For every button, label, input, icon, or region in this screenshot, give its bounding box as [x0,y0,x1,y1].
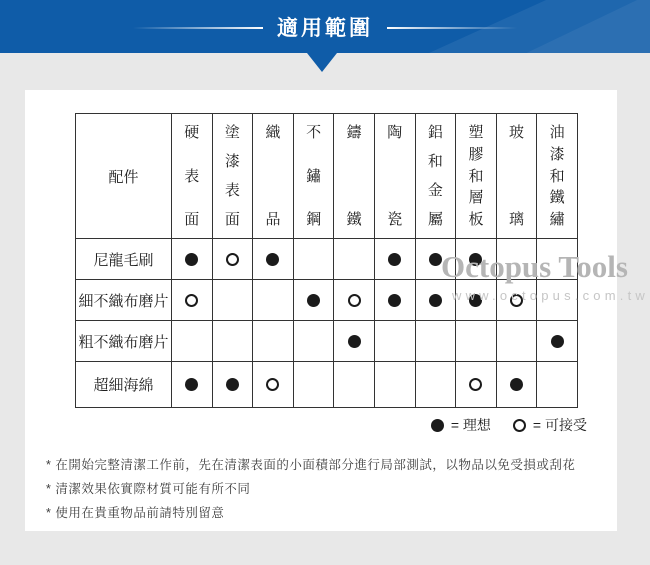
cell-ideal [253,239,294,280]
legend-label: = 理想 [450,417,491,433]
acceptable-dot [185,294,198,307]
cell-ideal [456,239,497,280]
title-right-line [387,27,517,29]
cell-empty [212,321,253,362]
cell-ideal [374,280,415,321]
header-char: 鐵 [346,211,362,228]
title-row [0,0,650,53]
header-char: 和 [468,167,484,185]
column-header-vertical-label [537,114,577,238]
table-row [76,239,578,280]
acceptable-dot [469,378,482,391]
ideal-dot [431,419,444,432]
header-char: 鏽 [306,167,322,185]
table-header-row [76,114,578,239]
column-header [415,114,456,239]
header-char: 硬 [184,124,200,141]
header-char: 鋼 [306,211,322,228]
acceptable-dot [348,294,361,307]
cell-acceptable [172,280,213,321]
ideal-dot [226,378,239,391]
cell-ideal [212,362,253,408]
header-char: 品 [265,211,281,228]
column-header-vertical-label [294,114,334,238]
content-card [25,90,617,531]
ideal-dot [388,294,401,307]
column-header [172,114,213,239]
cell-acceptable [212,239,253,280]
corner-header-accessories: 配件 [76,114,172,239]
cell-ideal [334,321,375,362]
header-char: 璃 [509,211,525,228]
acceptable-dot [226,253,239,266]
cell-empty [334,239,375,280]
header-char: 表 [184,167,200,185]
header-char: 板 [468,211,484,228]
column-header [537,114,578,239]
header-char: 不 [306,124,322,141]
ideal-dot [429,294,442,307]
ideal-dot [510,378,523,391]
column-header [496,114,537,239]
header-char: 漆 [549,145,565,163]
cell-acceptable [253,362,294,408]
header-char: 金 [427,182,443,199]
row-label: 粗不織布磨片 [76,321,172,362]
watermark-url: www.octopus.com.tw [452,288,649,303]
cell-empty [415,321,456,362]
legend-item [513,415,587,435]
header-char: 鑄 [346,124,362,141]
footnote: * 在開始完整清潔工作前，先在清潔表面的小面積部分進行局部測試，以物品以免受損或刮花 [46,458,576,472]
header-char: 繡 [549,211,565,228]
cell-ideal [415,280,456,321]
cell-empty [172,321,213,362]
header-bar [0,0,650,53]
ideal-dot [348,335,361,348]
header-char: 表 [224,182,240,199]
cell-ideal [172,362,213,408]
cell-empty [374,321,415,362]
footnote: * 使用在貴重物品前請特別留意 [46,506,225,520]
cell-empty [374,362,415,408]
ideal-dot [185,378,198,391]
legend [431,415,587,435]
header-char: 陶 [387,124,403,141]
table-row [76,321,578,362]
down-arrow-icon [307,53,337,72]
header-char: 面 [184,211,200,228]
cell-empty [293,362,334,408]
ideal-dot [307,294,320,307]
column-header-vertical-label [253,114,293,238]
legend-item [431,415,491,435]
cell-acceptable [334,280,375,321]
row-label: 超細海綿 [76,362,172,408]
header-char: 鋁 [427,124,443,141]
legend-label: = 可接受 [532,417,587,433]
cell-ideal [172,239,213,280]
cell-empty [334,362,375,408]
footnotes [46,458,575,530]
cell-empty [253,321,294,362]
cell-empty [212,280,253,321]
column-header-vertical-label [416,114,456,238]
column-header [456,114,497,239]
ideal-dot [185,253,198,266]
header-char: 漆 [224,153,240,170]
header-char: 織 [265,124,281,141]
cell-empty [537,239,578,280]
cell-empty [537,362,578,408]
cell-ideal [415,239,456,280]
column-header [253,114,294,239]
cell-acceptable [496,280,537,321]
ideal-dot [469,253,482,266]
watermark-brand: Octopus Tools [441,249,628,284]
header-char: 塑 [468,124,484,141]
cell-empty [415,362,456,408]
column-header-vertical-label [172,114,212,238]
column-header [374,114,415,239]
row-label: 細不織布磨片 [76,280,172,321]
header-char: 和 [549,167,565,185]
header-char: 玻 [509,124,525,141]
footnote: * 清潔效果依實際材質可能有所不同 [46,482,251,496]
column-header [212,114,253,239]
cell-empty [496,321,537,362]
row-label: 尼龍毛刷 [76,239,172,280]
cell-acceptable [456,362,497,408]
column-header [334,114,375,239]
header-char: 塗 [224,124,240,141]
title-left-line [133,27,263,29]
table-row [76,362,578,408]
page-title: 適用範圍 [277,16,373,40]
ideal-dot [551,335,564,348]
table-row [76,280,578,321]
header-char: 層 [468,189,484,207]
cell-empty [293,239,334,280]
column-header-vertical-label [334,114,374,238]
header-char: 和 [427,153,443,170]
cell-ideal [374,239,415,280]
header-char: 屬 [427,211,443,228]
column-header-vertical-label [497,114,537,238]
header-char: 油 [549,124,565,141]
cell-empty [253,280,294,321]
cell-empty [537,280,578,321]
ideal-dot [388,253,401,266]
ideal-dot [266,253,279,266]
column-header [293,114,334,239]
compatibility-table [75,113,578,408]
acceptable-dot [513,419,526,432]
acceptable-dot [266,378,279,391]
cell-ideal [496,362,537,408]
cell-ideal [293,280,334,321]
cell-ideal [456,280,497,321]
column-header-vertical-label [375,114,415,238]
acceptable-dot [510,294,523,307]
column-header-vertical-label [456,114,496,238]
ideal-dot [429,253,442,266]
header-char: 鐵 [549,189,565,207]
header-char: 面 [224,211,240,228]
ideal-dot [469,294,482,307]
cell-empty [496,239,537,280]
column-header-vertical-label [213,114,253,238]
cell-empty [456,321,497,362]
header-char: 膠 [468,145,484,163]
cell-empty [293,321,334,362]
cell-ideal [537,321,578,362]
header-char: 瓷 [387,211,403,228]
